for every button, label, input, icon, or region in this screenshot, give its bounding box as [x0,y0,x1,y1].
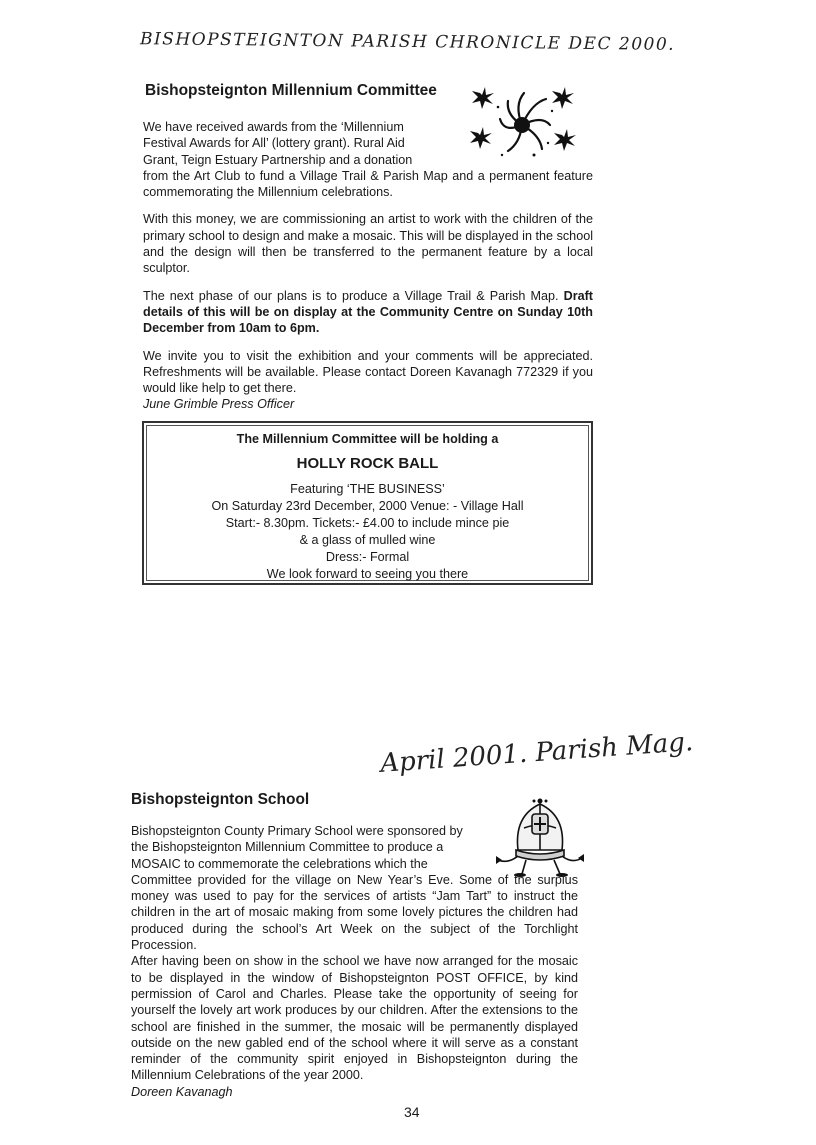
text-line: Bishopsteignton County Primary School were sponsored by [131,824,463,838]
section1-signature: June Grimble Press Officer [143,397,295,412]
handwritten-date-note: April 2001. Parish Mag. [379,727,695,779]
event-line: On Saturday 23rd December, 2000 Venue: - Village Hall [211,499,524,513]
event-line: Featuring ‘THE BUSINESS’ [290,482,445,496]
event-line: Dress:- Formal [325,550,410,564]
text-line: We have received awards from the ‘Millennium [143,120,404,134]
section1-title: Bishopsteignton Millennium Committee [145,82,437,99]
section2-paragraph-1: Committee provided for the village on New Year’s Eve. Some of the surplus money was used to pay for the services of artists “Jam Tart” to instruct the children in the art of mosaic making from some lovely pictures the children had produced during the school’s Art Week on the subject of the Torchlight Procession. [131,872,578,953]
draft-details-notice: Draft details of this will be on display at the Community Centre on Sunday 10th December from 10am to 6pm. [143,288,593,336]
section2-title: Bishopsteignton School [131,791,310,808]
handwritten-header-note: BISHOPSTEIGNTON PARISH CHRONICLE DEC 2000. [139,29,676,55]
section1-paragraph-1 [143,119,593,200]
section1-paragraph-2: With this money, we are commissioning an artist to work with the children of the primary school to design and make a mosaic. This will be displayed in the school and the design will then be transferred to the permanent feature by a local sculptor. [143,212,593,276]
section2-signature: Doreen Kavanagh [131,1084,233,1099]
text-line: Festival Awards for All’ (lottery grant). Rural Aid [143,136,405,151]
section1-paragraph-4: We invite you to visit the exhibition and your comments will be appreciated. Refreshments will be available. Please contact Doreen Kavanagh 772329 if you would like help to get there. [143,348,593,396]
text-line: the Bishopsteignton Millennium Committee to produce a [131,840,444,855]
section2-paragraph-2: After having been on show in the school we have now arranged for the mosaic to be displayed in the window of Bishopsteignton POST OFFICE, by kind permission of Carol and Charles. Please take the opportunity of seeing for yourself the lovely art work produces by our children. After the extensions to the school are finished in the summer, the mosaic will be permanently displayed outside on the new gabled end of the school where it will serve as a constant reminder of the community spirit enjoyed in Bishopsteignton during the Millennium Celebrations of the year 2000. [131,954,578,1083]
section1-paragraph-3 [143,288,593,337]
event-line: We look forward to seeing you there [266,567,469,581]
page-number: 34 [404,1104,420,1120]
text-span: The next phase of our plans is to produce a Village Trail & Parish Map. [143,288,559,303]
event-box-inner [146,425,589,581]
event-intro: The Millennium Committee will be holding a [236,432,499,446]
event-line: & a glass of mulled wine [299,533,436,547]
text-line: Grant, Teign Estuary Partnership and a donation [143,152,413,167]
text-line: MOSAIC to commemorate the celebrations which the [131,856,428,871]
event-title: HOLLY ROCK BALL [296,455,439,472]
text-line: from the Art Club to fund a Village Trail & Parish Map and a permanent feature commemorating the Millennium celebrations. [143,168,593,200]
event-line: Start:- 8.30pm. Tickets:- £4.00 to include mince pie [225,516,510,530]
event-announcement-box [142,421,593,585]
section1-body [143,119,593,413]
section2-body [131,823,578,1100]
